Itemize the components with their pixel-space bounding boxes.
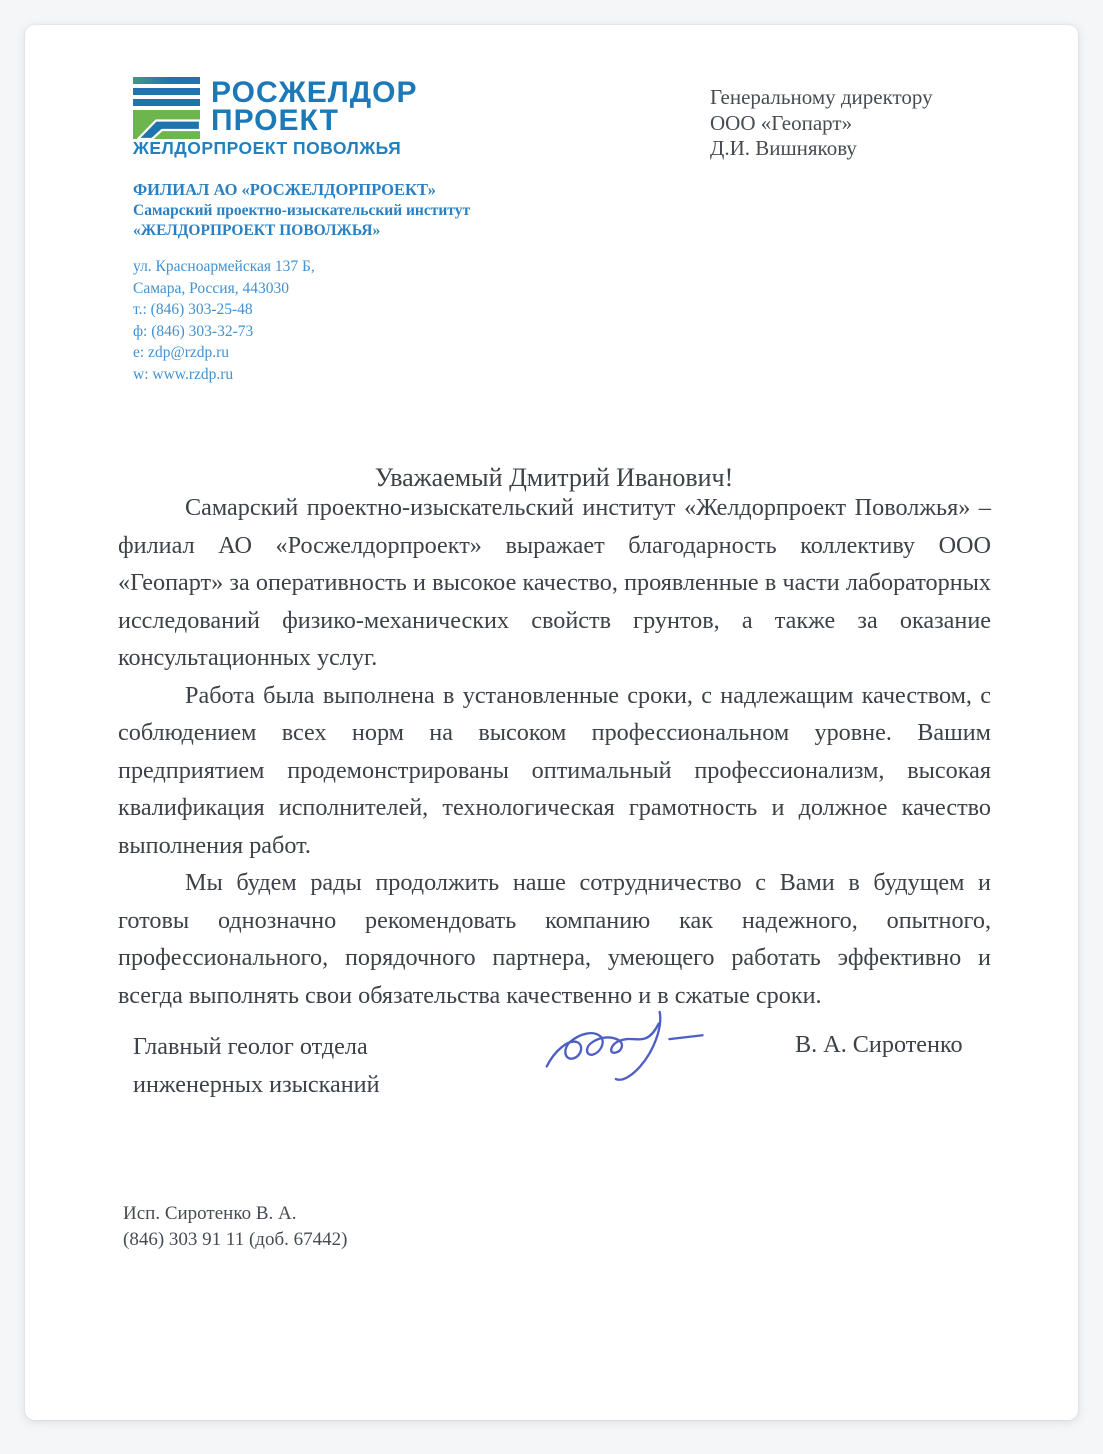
letter-page: [25, 25, 1078, 1420]
recipient-block: [710, 85, 933, 162]
contact-website: w: www.rzdp.ru: [133, 365, 234, 383]
salutation: Уважаемый Дмитрий Иванович!: [374, 463, 734, 492]
executor-name: Исп. Сиротенко В. А.: [123, 1203, 297, 1224]
body-paragraph-1: Самарский проектно-изыскательский институт «Желдорпроект Поволжья» – филиал АО «Росжелдорпроект» выражает благодарность коллективу ООО «Геопарт» за оперативность и высокое качество, проявленные в части лабораторных исследований физико-механических свойств грунтов, а также за оказание консультационных услуг.: [118, 494, 991, 671]
contact-street: ул. Красноармейская 137 Б,: [133, 258, 315, 275]
contacts-block: [133, 256, 315, 385]
logo-word-line2: ПРОЕКТ: [211, 104, 339, 137]
recipient-company: ООО «Геопарт»: [710, 110, 853, 135]
org-line-branch: ФИЛИАЛ АО «РОСЖЕЛДОРПРОЕКТ»: [133, 180, 436, 199]
signer-position-line2: инженерных изысканий: [133, 1070, 380, 1098]
org-line-name: «ЖЕЛДОРПРОЕКТ ПОВОЛЖЬЯ»: [133, 222, 381, 239]
company-logo-icon: [133, 77, 200, 139]
signer-name: В. А. Сиротенко: [795, 1031, 963, 1058]
body-paragraph-2: Работа была выполнена в установленные сроки, с надлежащим качеством, с соблюдением всех норм на высоком профессиональном уровне. Вашим предприятием продемонстрированы оптимальный профессионализм, высокая квалификация исполнителей, технологическая грамотность и должное качество выполнения работ.: [118, 681, 991, 859]
letter-body: [118, 489, 991, 1014]
recipient-name: Д.И. Вишнякову: [710, 136, 857, 160]
handwritten-signature-icon: [537, 997, 722, 1092]
logo-wordmark: [211, 76, 418, 137]
recipient-title: Генеральному директору: [710, 85, 933, 109]
contact-phone: т.: (846) 303-25-48: [133, 301, 253, 318]
logo-subtitle: ЖЕЛДОРПРОЕКТ ПОВОЛЖЬЯ: [133, 138, 402, 158]
contact-city: Самара, Россия, 443030: [133, 279, 289, 297]
organization-block: [133, 180, 470, 242]
contact-email: e: zdp@rzdp.ru: [133, 344, 230, 361]
org-line-institute: Самарский проектно-изыскательский институт: [133, 201, 471, 219]
executor-phone: (846) 303 91 11 (доб. 67442): [123, 1229, 348, 1250]
signer-position: [133, 1028, 380, 1103]
contact-fax: ф: (846) 303-32-73: [133, 322, 254, 340]
body-paragraph-3: Мы будем рады продолжить наше сотрудничество с Вами в будущем и готовы однозначно рекомендовать компанию как надежного, опытного, профессионального, порядочного партнера, умеющего работать эффективно и всегда выполнять свои обязательства качественно и в сжатые сроки.: [118, 869, 991, 1009]
executor-block: [123, 1201, 347, 1253]
logo-word-line1: РОСЖЕЛДОР: [211, 76, 418, 109]
signer-position-line1: Главный геолог отдела: [133, 1033, 368, 1060]
